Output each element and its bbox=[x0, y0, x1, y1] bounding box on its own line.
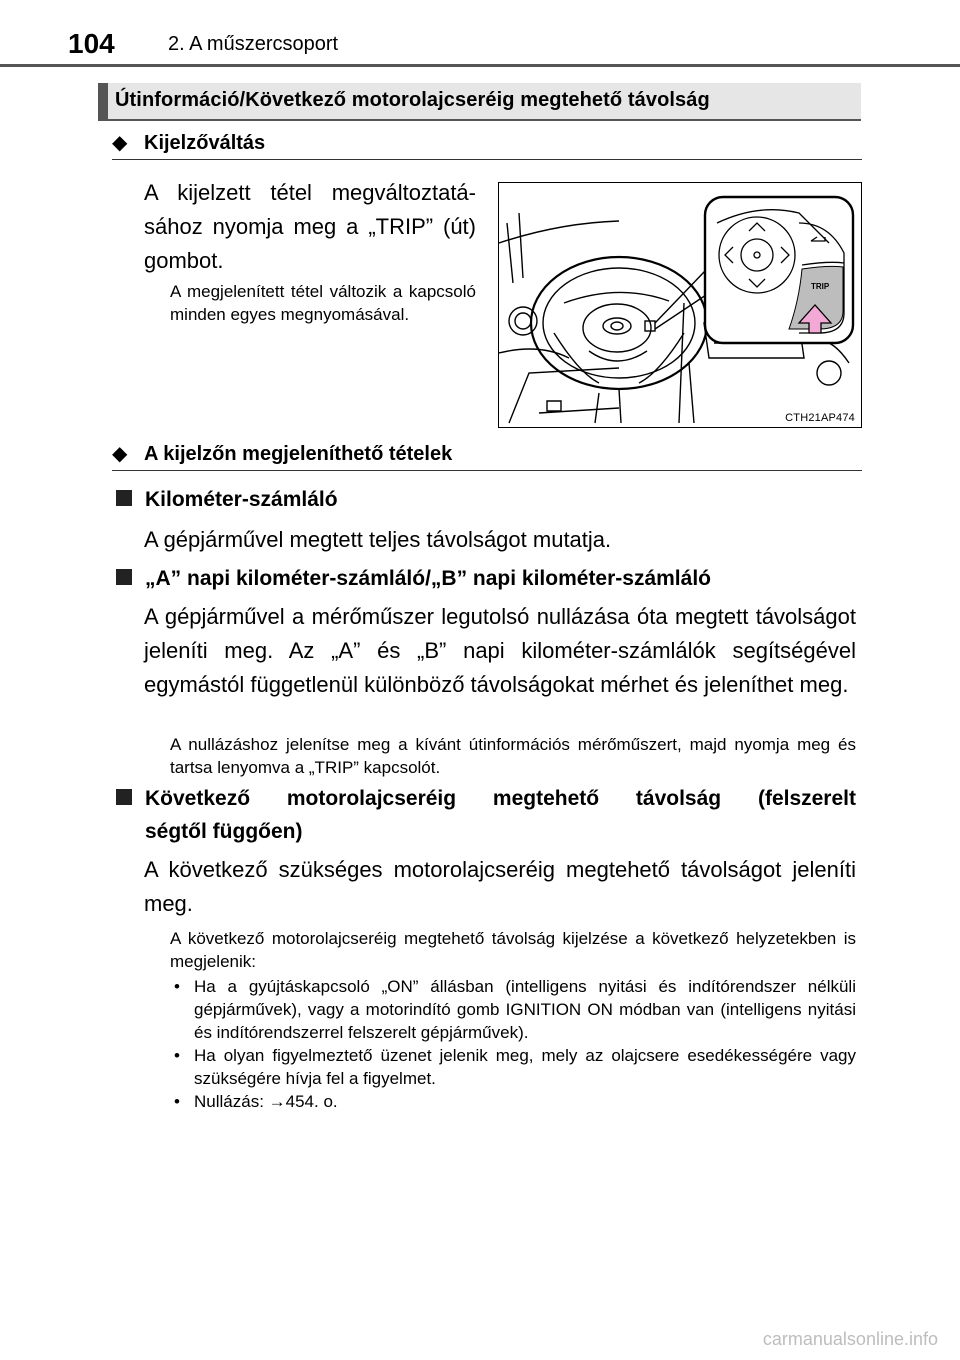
section-title-bar bbox=[98, 83, 861, 121]
subheading-display-items bbox=[112, 438, 862, 471]
bullet-dot-icon: • bbox=[174, 1092, 180, 1111]
subheading-display-switch bbox=[112, 127, 862, 160]
oil-change-title-line2: ségtől függően) bbox=[145, 820, 303, 843]
subheading-label: Kijelzőváltás bbox=[144, 132, 266, 154]
bullet-dot-icon: • bbox=[174, 977, 180, 996]
page-number: 104 bbox=[68, 28, 115, 59]
list-item-text: Ha olyan figyelmeztető üzenet jelenik meg, mely az olajcsere esedékességére vagy szükségére hívja fel a figyelmet. bbox=[194, 1046, 856, 1088]
square-bullet-icon bbox=[116, 490, 132, 506]
list-item-text: Ha a gyújtáskapcsoló „ON” állásban (intelligens nyitási és indítórendszer nélküli gépjárművek), vagy a motorindító gomb IGNITION ON módban van (intelligens nyitási és indítórendszerrel felszerelt gépjárművek). bbox=[194, 977, 856, 1042]
odometer-body: A gépjárművel megtett teljes távolságot mutatja. bbox=[144, 527, 612, 552]
list-item bbox=[170, 975, 856, 1044]
section-marker bbox=[98, 83, 108, 119]
trip-button-label: TRIP bbox=[811, 282, 830, 291]
trip-meter-note: A nullázáshoz jelenítse meg a kívánt útinformációs mérőműszert, majd nyomja meg és tartsa lenyomva a „TRIP” kapcsolót. bbox=[170, 735, 856, 777]
dashboard-drawing bbox=[499, 183, 861, 427]
display-switch-body: A kijelzett tétel megváltoztatásához nyomja meg a „TRIP” (út) gombot. bbox=[144, 180, 476, 273]
header-divider bbox=[0, 64, 960, 67]
trip-meter-body: A gépjárművel a mérőműszer legutolsó nullázása óta megtett távolságot jeleníti meg. Az „A” és „B” napi kilométer-számlálók segítségével egymástól függetlenül különböző távolságokat mérhet és jeleníthet meg. bbox=[144, 604, 856, 697]
watermark: carmanualsonline.info bbox=[762, 1329, 938, 1349]
list-item bbox=[170, 1044, 856, 1090]
steering-wheel-illustration bbox=[498, 182, 862, 428]
odometer-title: Kilométer-számláló bbox=[145, 488, 338, 511]
figure-code: CTH21AP474 bbox=[785, 412, 855, 424]
trip-meter-title: „A” napi kilométer-számláló/„B” napi kilométer-számláló bbox=[145, 567, 711, 590]
square-bullet-icon bbox=[116, 569, 132, 585]
display-switch-note: A megjelenített tétel változik a kapcsoló minden egyes megnyomásával. bbox=[170, 282, 476, 324]
subheading-label: A kijelzőn megjeleníthető tételek bbox=[144, 443, 453, 465]
oil-change-body: A következő szükséges motorolajcseréig megtehető távolságot jeleníti meg. bbox=[144, 857, 856, 916]
diamond-icon: ◆ bbox=[112, 132, 128, 154]
list-item-text: Nullázás: →454. o. bbox=[194, 1092, 338, 1111]
oil-change-bullet-list bbox=[170, 975, 856, 1113]
square-bullet-icon bbox=[116, 789, 132, 805]
chapter-title: 2. A műszercsoport bbox=[168, 33, 339, 55]
bullet-dot-icon: • bbox=[174, 1046, 180, 1065]
section-title: Útinformáció/Következő motorolajcseréig megtehető távolság bbox=[115, 89, 710, 111]
list-item bbox=[170, 1090, 856, 1113]
diamond-icon: ◆ bbox=[112, 443, 128, 465]
oil-change-title-line1: Következő motorolajcseréig megtehető távolság (felszerelt bbox=[145, 787, 856, 810]
oil-change-note: A következő motorolajcseréig megtehető távolság kijelzése a következő helyzetekben is megjelenik: bbox=[170, 929, 856, 971]
